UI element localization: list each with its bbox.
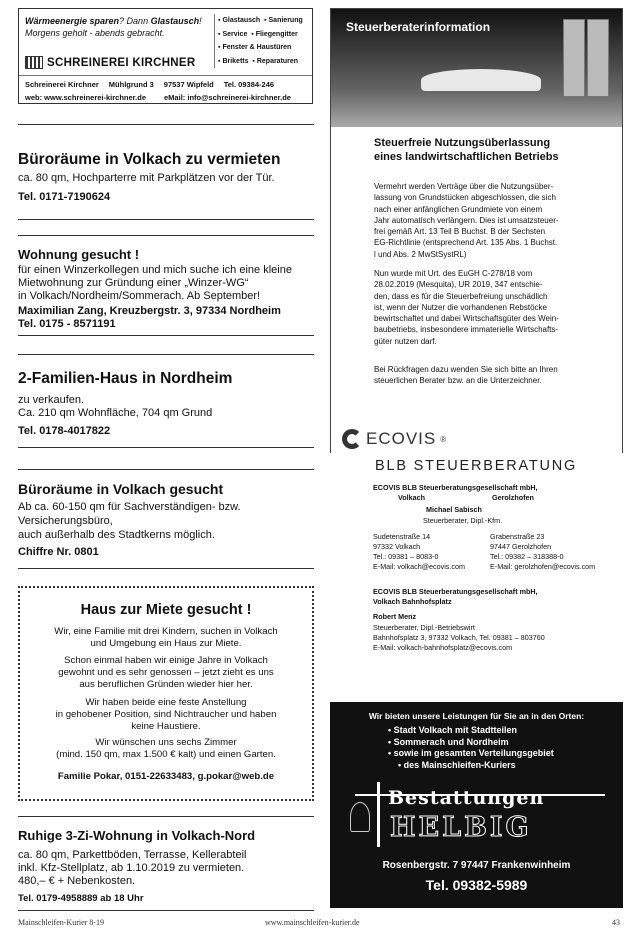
ad3-title: 2-Familien-Haus in Nordheim — [18, 370, 233, 387]
slogan-rest: ? Dann — [119, 16, 149, 26]
addr-line: Tel.: 09382 – 318388-0 — [490, 552, 564, 561]
divider — [18, 447, 314, 448]
helbig-address: Rosenbergstr. 7 97447 Frankenwinheim — [382, 860, 571, 871]
ecovis-subtitle: BLB STEUERBERATUNG — [375, 458, 578, 474]
book-icon — [587, 19, 609, 97]
divider — [18, 816, 314, 817]
svc-3: Fliegengitter — [255, 30, 298, 38]
slogan-end: ! — [199, 16, 202, 26]
ad3-tel: Tel. 0178-4017822 — [18, 425, 111, 437]
ad2-contact: Maximilian Zang, Kreuzbergstr. 3, 97334 Nordheim — [18, 305, 281, 317]
ecovis-firm2 — [373, 587, 538, 607]
tax-line: nach einer anfänglichen Grundmiete von einem — [374, 204, 543, 214]
tax-line: Nun wurde mit Urt. des EuGH C-278/18 vom — [374, 269, 533, 278]
ad1-text: ca. 80 qm, Hochparterre mit Parkplätzen vor der Tür. — [18, 172, 275, 184]
ad5-p3 — [24, 697, 308, 734]
addr-line: Grabenstraße 23 — [490, 532, 545, 541]
ad5-box — [18, 586, 314, 801]
ad1-tel: Tel. 0171-7190624 — [18, 191, 111, 203]
firm2-line: Volkach Bahnhofsplatz — [373, 597, 452, 606]
ad2-line: Mietwohnung zur Gründung einer „Winzer-WG“ — [18, 277, 249, 289]
rose-icon — [350, 802, 370, 832]
firm2-line: ECOVIS BLB Steuerberatungsgesellschaft mbH, — [373, 587, 538, 596]
ad5-contact: Familie Pokar, 0151-22633483, g.pokar@web.de — [57, 771, 275, 782]
ad5-line: Wir wünschen uns sechs Zimmer — [95, 737, 237, 748]
cross-icon — [377, 782, 380, 847]
tax-line: Jahr automatisch verlängern. Dies ist umsatzsteuer- — [374, 215, 559, 225]
ad5-p4 — [24, 737, 308, 761]
ecovis-logo-icon — [342, 429, 362, 449]
addr-3: Tel. 09384-246 — [223, 80, 275, 89]
tax-line: bewirtschaftet und dabei Wirtschaftsgüter des Wein- — [374, 314, 559, 324]
ad5-line: Schon einmal haben wir einige Jahre in Volkach — [64, 655, 268, 666]
ad3-line: zu verkaufen. — [18, 394, 85, 406]
ad2-tel: Tel. 0175 - 8571191 — [18, 318, 116, 330]
book-icon — [563, 19, 585, 97]
slogan2: Morgens geholt - abends gebracht. — [25, 28, 165, 38]
ad4-line: Ab ca. 60-150 qm für Sachverständigen- bzw. — [18, 501, 241, 513]
tax-title-line: eines landwirtschaftlichen Betriebs — [374, 150, 559, 163]
ad1-title: Büroräume in Volkach zu vermieten — [18, 151, 281, 168]
ad6-tel: Tel. 0179-4958889 ab 18 Uhr — [18, 893, 144, 904]
ad5-title: Haus zur Miete gesucht ! — [80, 602, 252, 618]
slogan-bold2: Glastausch — [150, 16, 200, 26]
tax-p1 — [374, 181, 612, 260]
slogan-bold: Wärmeenergie sparen — [25, 16, 120, 26]
addr-0: Schreinerei Kirchner — [25, 80, 99, 89]
kirchner-ad — [18, 8, 313, 104]
divider — [18, 124, 314, 125]
kirchner-address — [25, 80, 274, 89]
addr-line: Sudetenstraße 14 — [373, 532, 431, 541]
divider — [19, 75, 312, 76]
ecovis-email-link[interactable]: E-Mail: volkach@ecovis.com — [373, 562, 465, 571]
ecovis-role2: Steuerberater, Dipl.-Betriebswirt — [373, 623, 475, 632]
ad6-line: 480,– € + Nebenkosten. — [18, 875, 136, 887]
helbig-word1: Bestattungen — [388, 787, 545, 809]
svc-0: Glastausch — [222, 17, 261, 24]
tax-line: 28.02.2019 (Mesquita), UR 2019, 347 entschie- — [374, 280, 543, 290]
divider — [18, 910, 314, 911]
kirchner-name: SCHREINEREI KIRCHNER — [47, 56, 196, 69]
helbig-locations — [388, 725, 554, 771]
footer-issue: Mainschleifen-Kurier 8-19 — [18, 918, 104, 927]
location-item: • Sommerach und Nordheim — [388, 737, 554, 749]
addr-line: 97332 Volkach — [373, 542, 421, 551]
ad4-chiffre: Chiffre Nr. 0801 — [18, 546, 99, 558]
divider — [18, 354, 314, 355]
kirchner-website-link[interactable]: web: www.schreinerei-kirchner.de — [25, 93, 147, 102]
divider — [18, 235, 314, 236]
ecovis-logo: ECOVIS ® — [342, 429, 447, 449]
tax-line: Vermehrt werden Verträge über die Nutzungsüber- — [374, 182, 554, 191]
tax-p3 — [374, 364, 612, 387]
addr-2: 97537 Wipfeld — [163, 80, 214, 89]
divider — [18, 469, 314, 470]
ecovis-address-right — [490, 532, 595, 572]
tax-line: güter nutzen darf. — [374, 336, 437, 346]
kirchner-web — [25, 93, 291, 102]
tax-p2 — [374, 268, 612, 347]
open-book-icon — [421, 69, 541, 91]
ecovis-firm1: ECOVIS BLB Steuerberatungsgesellschaft mbH, — [373, 483, 538, 492]
footer-website[interactable]: www.mainschleifen-kurier.de — [265, 918, 360, 927]
ecovis-address-left — [373, 532, 465, 572]
divider — [18, 219, 314, 220]
ad6-line: inkl. Kfz-Stellplatz, ab 1.10.2019 zu vermieten. — [18, 862, 245, 874]
ecovis-block — [330, 423, 623, 668]
tax-line: frei gemäß Art. 13 Teil B Buchst. B der Sechsten — [374, 227, 546, 237]
helbig-intro: Wir bieten unsere Leistungen für Sie an in den Orten: — [368, 711, 585, 721]
kirchner-email-link[interactable]: eMail: info@schreinerei-kirchner.de — [164, 93, 291, 102]
ad5-line: und Umgebung ein Haus zur Miete. — [90, 638, 242, 650]
ad5-line: keine Haustiere. — [131, 721, 201, 733]
ecovis-addr2: Bahnhofsplatz 3, 97332 Volkach, Tel. 09381 – 803760 — [373, 633, 545, 642]
tax-line: den, dass es für die Steuerbefreiung unschädlich — [374, 291, 548, 301]
svc-2: Service — [222, 30, 248, 38]
svc-6: Reparaturen — [256, 57, 299, 65]
ad4-title: Büroräume in Volkach gesucht — [18, 481, 224, 497]
tax-line: steuerlichen Berater bzw. an die Unterzeichner. — [374, 376, 542, 386]
ad5-line: Wir, eine Familie mit drei Kindern, suchen in Volkach — [54, 626, 278, 637]
ad5-line: Wir haben beide eine feste Anstellung — [85, 697, 247, 708]
ad4-line: Versicherungsbüro, — [18, 515, 113, 527]
ecovis-city: Volkach — [398, 493, 426, 502]
ad5-line: in gehobener Position, sind Nichtraucher und haben — [55, 709, 277, 721]
location-item: • sowie im gesamten Verteilungsgebiet — [388, 748, 554, 760]
ad5-p2 — [24, 655, 308, 692]
ecovis-logo-text: ECOVIS — [366, 429, 437, 448]
svc-1: Sanierung — [268, 17, 303, 24]
kirchner-slogan — [25, 15, 202, 39]
tax-line: l und Abs. 2 MwStSystRL) — [374, 249, 467, 259]
ecovis-email-link[interactable]: E-Mail: gerolzhofen@ecovis.com — [490, 562, 596, 571]
tax-line: Bei Rückfragen dazu wenden Sie sich bitte an Ihren — [374, 365, 558, 374]
ad2-title: Wohnung gesucht ! — [18, 247, 140, 262]
location-item: • Stadt Volkach mit Stadtteilen — [388, 725, 554, 737]
helbig-word2: HELBIG — [390, 812, 532, 843]
ecovis-role1: Steuerberater, Dipl.-Kfm. — [423, 516, 503, 525]
tax-line: baubetriebs, insbesondere immaterielle Wirtschafts- — [374, 325, 559, 335]
ad5-p1 — [24, 626, 308, 650]
ad5-line: aus beruflichen Gründen wieder hier her. — [79, 679, 253, 691]
tax-header-image — [331, 9, 622, 127]
ad6-title: Ruhige 3-Zi-Wohnung in Volkach-Nord — [18, 828, 256, 843]
ad3-line: Ca. 210 qm Wohnfläche, 704 qm Grund — [18, 407, 213, 419]
ecovis-mail2[interactable]: E-Mail: volkach-bahnhofsplatz@ecovis.com — [373, 643, 513, 652]
tax-title — [374, 137, 609, 164]
kirchner-logo — [25, 56, 196, 69]
helbig-tel: Tel. 09382-5989 — [425, 877, 528, 893]
tax-header-title: Steuerberaterinformation — [346, 20, 491, 34]
addr-1: Mühlgrund 3 — [108, 80, 154, 89]
tax-title-line: Steuerfreie Nutzungsüberlassung — [374, 137, 551, 149]
ad4-line: auch außerhalb des Stadtkerns möglich. — [18, 529, 215, 541]
helbig-ad — [330, 702, 623, 908]
ad2-line: für einen Winzerkollegen und mich suche ich eine kleine — [18, 264, 292, 276]
ad2-line: in Volkach/Nordheim/Sommerach. Ab September! — [18, 290, 261, 302]
ecovis-city: Gerolzhofen — [492, 493, 534, 502]
addr-line: Tel.: 09381 – 8083-0 — [373, 552, 439, 561]
ad6-line: ca. 80 qm, Parkettböden, Terrasse, Kellerabteil — [18, 849, 247, 861]
ecovis-person1: Michael Sabisch — [426, 505, 482, 514]
divider — [18, 568, 314, 569]
addr-line: 97447 Gerolzhofen — [490, 542, 552, 551]
divider — [18, 335, 314, 336]
tax-line: EG-Richtlinie (entsprechend Art. 135 Abs. 1 Buchst. — [374, 238, 558, 248]
tax-info-box — [330, 8, 623, 453]
ecovis-person2: Robert Menz — [373, 612, 417, 621]
tax-line: lassung von Grundstücken abgeschlossen, die sich — [374, 193, 556, 203]
ad5-line: (mind. 150 qm, max 1.500 € kalt) und einen Garten. — [56, 749, 276, 761]
page-number: 43 — [612, 918, 620, 927]
ad5-line: gewohnt und es sehr genossen – jetzt zieht es uns — [58, 667, 274, 679]
workshop-icon — [25, 56, 43, 69]
svc-5: Briketts — [222, 57, 249, 65]
svc-4: Fenster & Haustüren — [222, 44, 292, 51]
tax-line: ist, wenn der Nutzer die vorhandenen Rebstöcke — [374, 302, 547, 312]
kirchner-services: ▪ Glastausch ▪ Sanierung ▪ Service ▪ Fliegengitter ▪ Fenster & Haustüren ▪ Briketts ▪ Reparaturen — [214, 14, 311, 68]
location-item: • des Mainschleifen-Kuriers — [388, 760, 554, 772]
